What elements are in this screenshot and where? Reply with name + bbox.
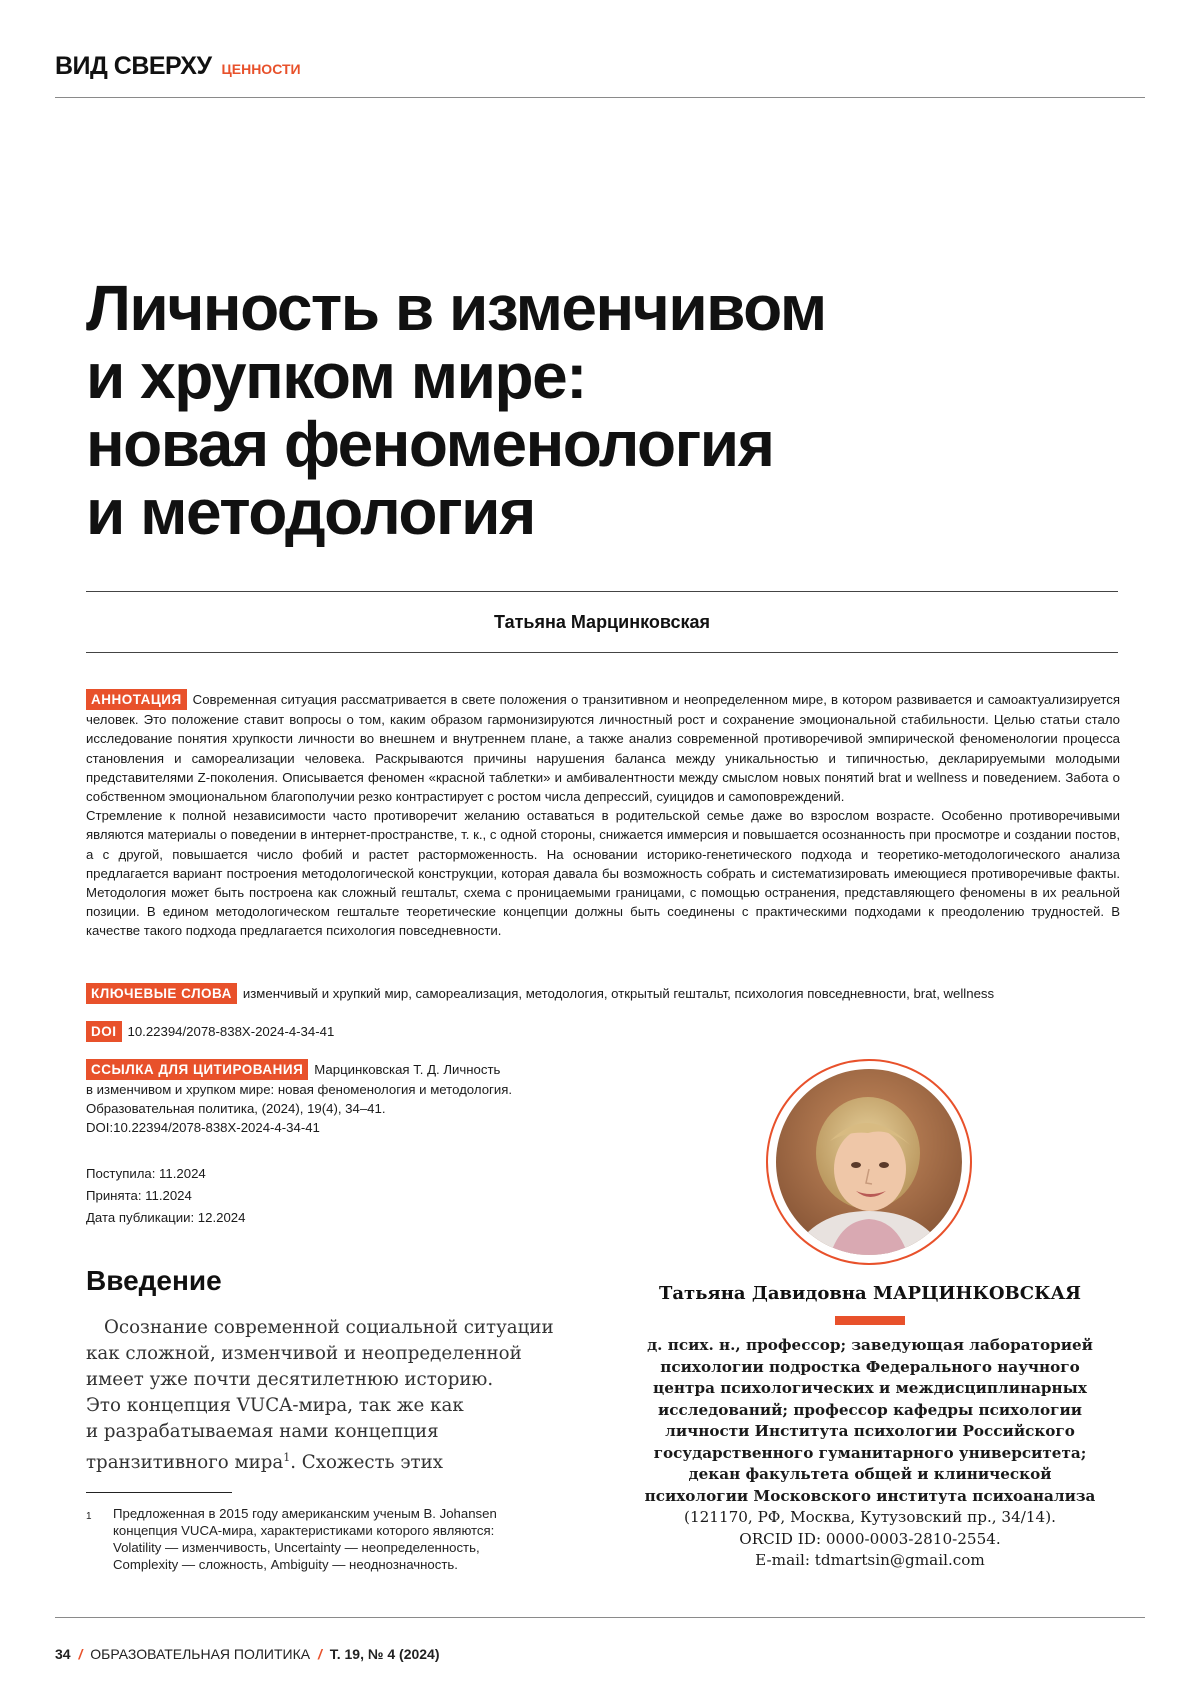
intro-line: Осознание современной социальной ситуации [86, 1315, 626, 1341]
citation-tag: ССЫЛКА ДЛЯ ЦИТИРОВАНИЯ [86, 1059, 308, 1080]
date-received: Поступила: 11.2024 [86, 1163, 245, 1185]
abstract-paragraph-1: Современная ситуация рассматривается в свете положения о транзитивном и неопределенном мире, в котором развивается и самоактуализируется человек. Это положение ставит вопросы о том, каким образом гармонизируются личностный рост и сохранение эмоциональной стабильности. Целью статьи стало исследование понятия хрупкости личности во внешнем и внутреннем плане, а также анализ современной противоречивой эмпирической феноменологии процесса становления и самореализации человека. Раскрываются причины нарушения баланса между уникальностью и типичностью, декларируемыми молодыми представителями Z-поколения. Описывается феномен «красной таблетки» и амбивалентности между смыслом новых понятий brat и wellness и поведением. Забота о собственном эмоциональном благополучии резко контрастирует с ростом числа депрессий, суицидов и самоповреждений. [86, 692, 1120, 804]
doi-tag: DOI [86, 1021, 122, 1042]
footnote [113, 1505, 633, 1573]
author-card-name: Татьяна Давидовна МАРЦИНКОВСКАЯ [630, 1283, 1110, 1304]
abstract-tag: АННОТАЦИЯ [86, 689, 187, 710]
author-card-line: психологии подростка Федерального научного [660, 1358, 1079, 1376]
dates [86, 1163, 245, 1229]
footnote-line: Volatility — изменчивость, Uncertainty — неопределенность, [113, 1539, 633, 1556]
author-card-line: личности Института психологии Российского [665, 1422, 1075, 1440]
abstract [86, 689, 1120, 941]
article-author: Татьяна Марцинковская [86, 612, 1118, 633]
doi [86, 1021, 334, 1042]
footer-separator-icon: / [78, 1646, 82, 1662]
keywords-text: изменчивый и хрупкий мир, самореализация, методология, открытый гештальт, психология повседневности, brat, wellness [243, 986, 994, 1001]
keywords-tag: КЛЮЧЕВЫЕ СЛОВА [86, 983, 237, 1004]
journal-name: ОБРАЗОВАТЕЛЬНАЯ ПОЛИТИКА [90, 1646, 310, 1662]
title-line: новая феноменология [86, 410, 826, 478]
subsection-label: ЦЕННОСТИ [222, 61, 301, 77]
header-rule [55, 97, 1145, 98]
author-card-line: психологии Московского института психоанализа [645, 1487, 1096, 1505]
intro-line: и разрабатываемая нами концепция [86, 1419, 626, 1445]
footnote-line: Предложенная в 2015 году американским ученым B. Johansen [113, 1505, 633, 1522]
citation-line: Образовательная политика, (2024), 19(4), 34–41. [86, 1099, 706, 1118]
footnote-number: 1 [86, 1508, 92, 1525]
title-line: Личность в изменчивом [86, 274, 826, 342]
footer-separator-icon: / [318, 1646, 322, 1662]
citation-line: Марцинковская Т. Д. Личность [314, 1062, 500, 1077]
author-card-line: декан факультета общей и клинической [688, 1465, 1051, 1483]
intro-line: как сложной, изменчивой и неопределенной [86, 1341, 626, 1367]
running-header [55, 52, 301, 81]
intro-line: Это концепция VUCA-мира, так же как [86, 1393, 626, 1419]
keywords [86, 983, 1156, 1004]
footnote-rule [86, 1492, 232, 1493]
date-accepted: Принята: 11.2024 [86, 1185, 245, 1207]
author-photo [768, 1061, 970, 1263]
journal-issue: Т. 19, № 4 (2024) [330, 1646, 440, 1662]
intro-line: транзитивного мира1. Схожесть этих [86, 1445, 626, 1476]
date-published: Дата публикации: 12.2024 [86, 1207, 245, 1229]
title-line: и хрупком мире: [86, 342, 826, 410]
author-card-line: исследований; профессор кафедры психологии [658, 1401, 1082, 1419]
citation [86, 1059, 706, 1137]
intro-heading: Введение [86, 1265, 222, 1297]
intro-body [86, 1315, 626, 1476]
author-card-line: д. псих. н., профессор; заведующая лабораторией [647, 1336, 1093, 1354]
section-label: ВИД СВЕРХУ [55, 52, 212, 80]
footer-rule [55, 1617, 1145, 1618]
author-card-desc [630, 1335, 1110, 1572]
author-card-line: государственного гуманитарного университета; [654, 1444, 1087, 1462]
author-card [630, 1283, 1110, 1572]
abstract-paragraph-2: Стремление к полной независимости часто противоречит желанию оставаться в родительской семье даже во взрослом возрасте. Особенно противоречивыми являются материалы о поведении в интернет-пространстве, т. к., с одной стороны, снижается иммерсия и повышается осознанность при просмотре и создании постов, а с другой, повышается число фобий и растет расторможенность. На основании историко-генетического подхода и теоретико-методологического анализа предлагается вариант построения методологической конструкции, которая давала бы возможность собрать и систематизировать имеющиеся противоречивые факты. Методология может быть построена как сложный гештальт, схема с проницаемыми границами, с помощью остранения, представляющего феномены в их реальной позиции. В едином методологическом гештальте теоретические концепции должны быть соединены с практическими подходами к преодолению трудностей. В качестве такого подхода предлагается психология повседневности. [86, 808, 1120, 938]
author-card-line: центра психологических и междисциплинарных [653, 1379, 1087, 1397]
intro-line: имеет уже почти десятилетнюю историю. [86, 1367, 626, 1393]
page-number: 34 [55, 1646, 71, 1662]
title-line: и методология [86, 478, 826, 546]
article-title [86, 274, 826, 546]
author-card-address: (121170, РФ, Москва, Кутузовский пр., 34/14). [630, 1507, 1110, 1529]
doi-text[interactable]: 10.22394/2078-838X-2024-4-34-41 [128, 1024, 335, 1039]
page-footer [55, 1646, 440, 1662]
author-card-email[interactable]: E-mail: tdmartsin@gmail.com [630, 1550, 1110, 1572]
citation-line: DOI:10.22394/2078-838X-2024-4-34-41 [86, 1118, 706, 1137]
footnote-ref[interactable]: 1 [283, 1451, 290, 1464]
author-card-orcid[interactable]: ORCID ID: 0000-0003-2810-2554. [630, 1529, 1110, 1551]
citation-line: в изменчивом и хрупком мире: новая феноменология и методология. [86, 1080, 706, 1099]
footnote-line: Complexity — сложность, Ambiguity — неоднозначность. [113, 1556, 633, 1573]
author-photo-frame [766, 1059, 972, 1265]
title-rule-bottom [86, 652, 1118, 653]
author-card-accent-bar [835, 1316, 905, 1325]
footnote-line: концепция VUCA-мира, характеристиками которого являются: [113, 1522, 633, 1539]
title-rule-top [86, 591, 1118, 592]
